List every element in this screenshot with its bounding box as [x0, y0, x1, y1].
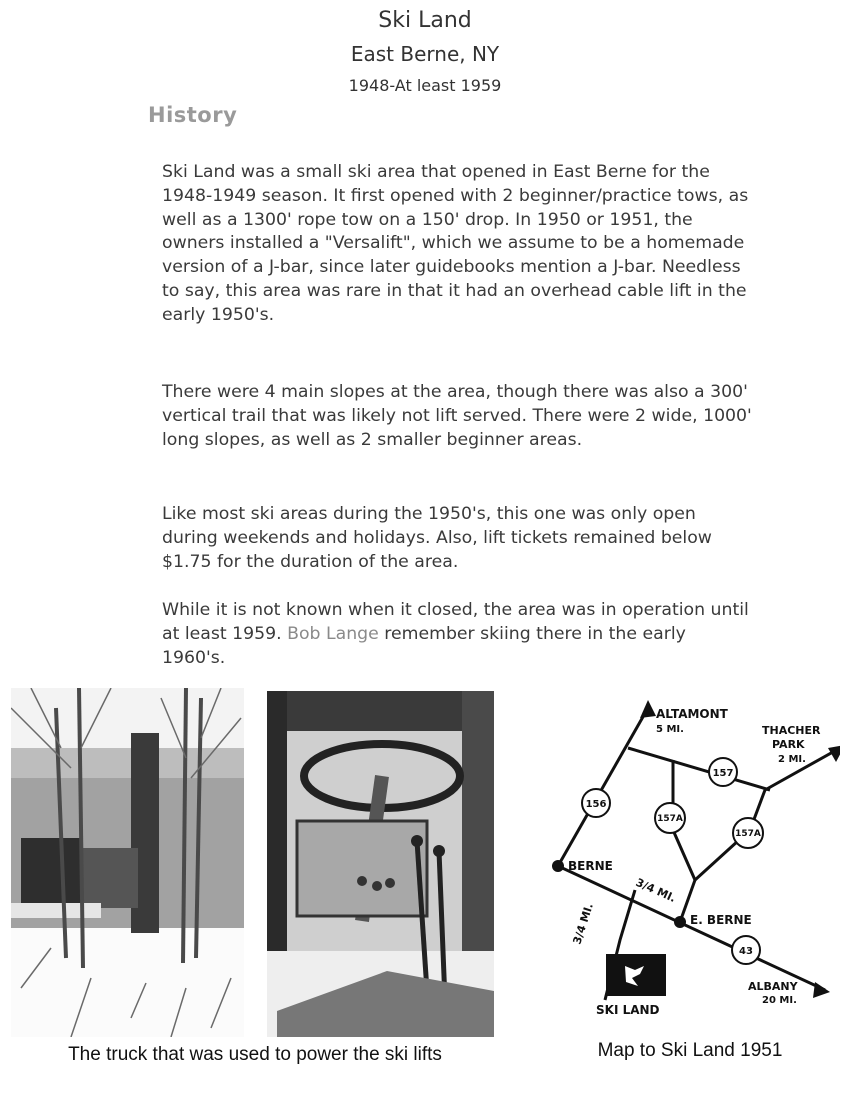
- history-paragraph-1: Ski Land was a small ski area that opened in East Berne for the 1948-1949 season. It first opened with 2 beginner/practice tows, as well as a 1300' rope tow on a 150' drop. In 1950 or 1951, the owners installed a "Versalift", which we assume to be a homemade version of a J-bar, since later guidebooks mention a J-bar. Needless to say, this area was rare in that it had an overhead cable lift in the early 1950's.: [162, 162, 749, 325]
- map-label-thacher: THACHER: [762, 724, 821, 737]
- map-label-e-berne: E. BERNE: [690, 913, 752, 927]
- page-title: Ski Land: [378, 8, 472, 33]
- route-157-shield: 157: [712, 768, 734, 779]
- route-157a-left-shield: 157A: [657, 814, 683, 824]
- map-label-berne: BERNE: [568, 859, 613, 873]
- map-caption: Map to Ski Land 1951: [597, 1040, 783, 1061]
- location-subtitle: East Berne, NY: [350, 42, 500, 66]
- map-label-thacher-distance: 2 MI.: [778, 754, 806, 765]
- history-paragraph-2: There were 4 main slopes at the area, though there was also a 300' vertical trail that was likely not lift served. There were 2 wide, 1000' long slopes, as well as 2 smaller beginner areas.: [162, 382, 752, 450]
- truck-photo-caption: The truck that was used to power the ski lifts: [68, 1044, 442, 1065]
- route-156-shield: 156: [585, 799, 607, 810]
- road-map-to-ski-land: [540, 690, 840, 1030]
- paragraph-4-text-end: remember skiing there in the early 1960's.: [162, 623, 686, 668]
- map-label-park: PARK: [772, 738, 805, 751]
- map-label-distance-south: 3/4 MI.: [570, 901, 596, 946]
- history-paragraph-4: [162, 599, 752, 670]
- map-label-albany-distance: 20 MI.: [762, 995, 797, 1006]
- bob-lange-link[interactable]: Bob Lange: [287, 623, 379, 644]
- photo-snowy-woods-truck: [11, 688, 244, 1037]
- history-heading: History: [148, 103, 238, 127]
- route-157a-right-shield: 157A: [735, 829, 761, 839]
- map-label-albany: ALBANY: [748, 980, 798, 993]
- route-43-shield: 43: [739, 946, 753, 957]
- map-label-altamont: ALTAMONT: [656, 707, 728, 721]
- map-label-altamont-distance: 5 MI.: [656, 724, 684, 735]
- date-range: 1948-At least 1959: [348, 76, 502, 95]
- paragraph-4-text-start: While it is not known when it closed, the area was in operation until at least 1959.: [162, 600, 749, 644]
- history-paragraph-3: Like most ski areas during the 1950's, this one was only open during weekends and holidays. Also, lift tickets remained below $1.75 for the duration of the area.: [162, 504, 712, 572]
- photo-truck-cab-interior: [267, 691, 494, 1037]
- map-label-ski-land: SKI LAND: [596, 1003, 660, 1017]
- map-label-distance-east: 3/4 MI.: [633, 875, 678, 905]
